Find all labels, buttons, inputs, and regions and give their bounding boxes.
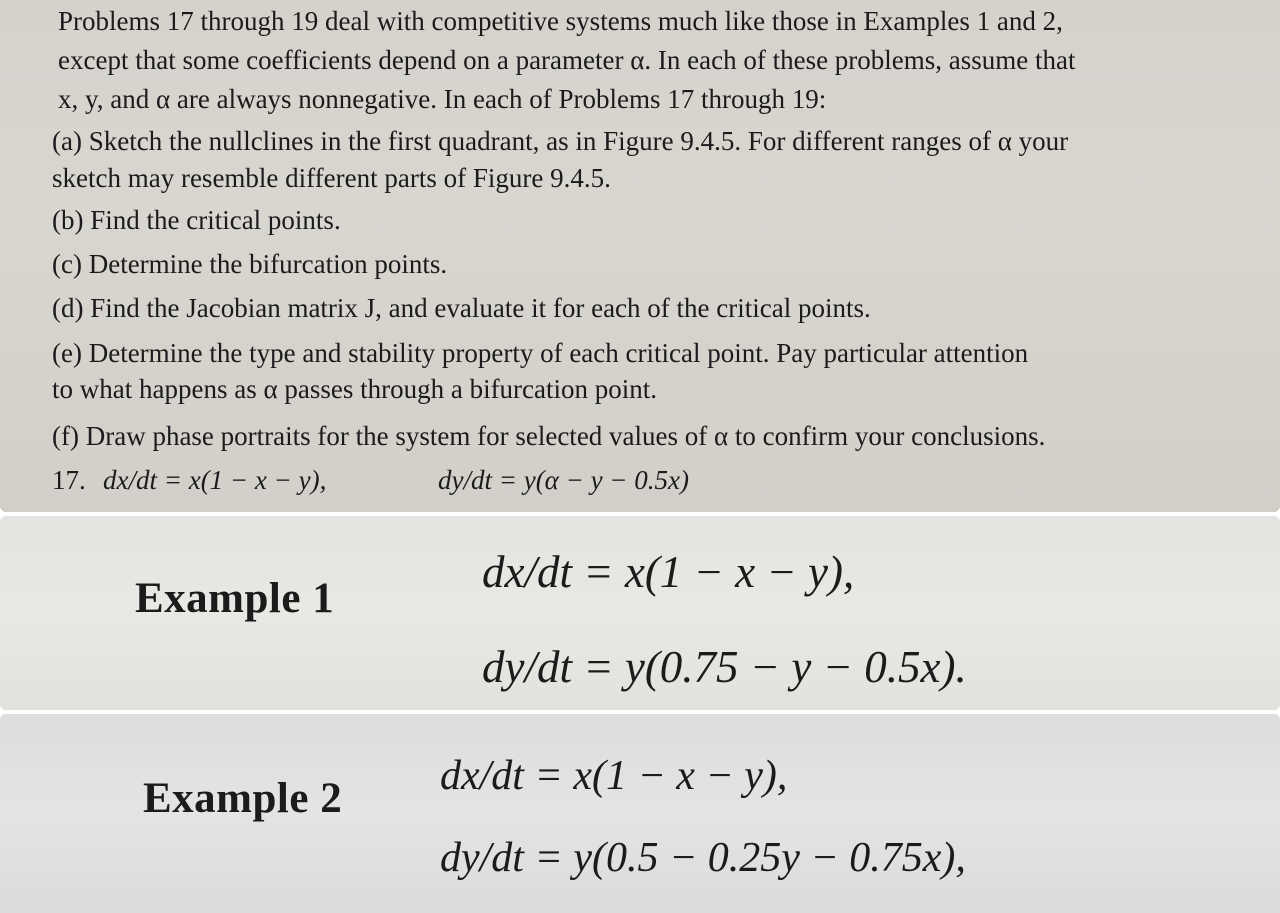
example-2-dy-equation: dy/dt = y(0.5 − 0.25y − 0.75x),: [440, 835, 966, 881]
problem-17-dy-equation: dy/dt = y(α − y − 0.5x): [438, 465, 690, 495]
problem-17-dx-equation: dx/dt = x(1 − x − y),: [103, 465, 327, 495]
example-2-label: Example 2: [143, 775, 343, 822]
problem-17-number: 17.: [52, 465, 86, 495]
item-e-line-1: (e) Determine the type and stability property of each critical point. Pay particular attention: [52, 338, 1029, 368]
intro-line-3: x, y, and α are always nonnegative. In each of Problems 17 through 19:: [58, 84, 827, 114]
item-d: (d) Find the Jacobian matrix J, and evaluate it for each of the critical points.: [52, 293, 871, 323]
example-2-panel: [0, 714, 1280, 913]
intro-line-1: Problems 17 through 19 deal with competitive systems much like those in Examples 1 and 2,: [58, 6, 1063, 36]
example-1-dy-equation: dy/dt = y(0.75 − y − 0.5x).: [482, 642, 967, 692]
item-a-line-2: sketch may resemble different parts of Figure 9.4.5.: [52, 163, 611, 193]
item-e-line-2: to what happens as α passes through a bifurcation point.: [52, 374, 658, 404]
item-f: (f) Draw phase portraits for the system for selected values of α to confirm your conclusions.: [52, 421, 1046, 451]
item-c: (c) Determine the bifurcation points.: [52, 249, 448, 279]
intro-line-2: except that some coefficients depend on a parameter α. In each of these problems, assume that: [58, 45, 1076, 75]
example-1-label: Example 1: [135, 575, 335, 622]
example-1-panel: [0, 516, 1280, 710]
item-b: (b) Find the critical points.: [52, 205, 341, 235]
example-2-dx-equation: dx/dt = x(1 − x − y),: [440, 753, 788, 799]
example-1-dx-equation: dx/dt = x(1 − x − y),: [482, 547, 855, 597]
item-a-line-1: (a) Sketch the nullclines in the first quadrant, as in Figure 9.4.5. For different ranges of α your: [52, 126, 1069, 156]
